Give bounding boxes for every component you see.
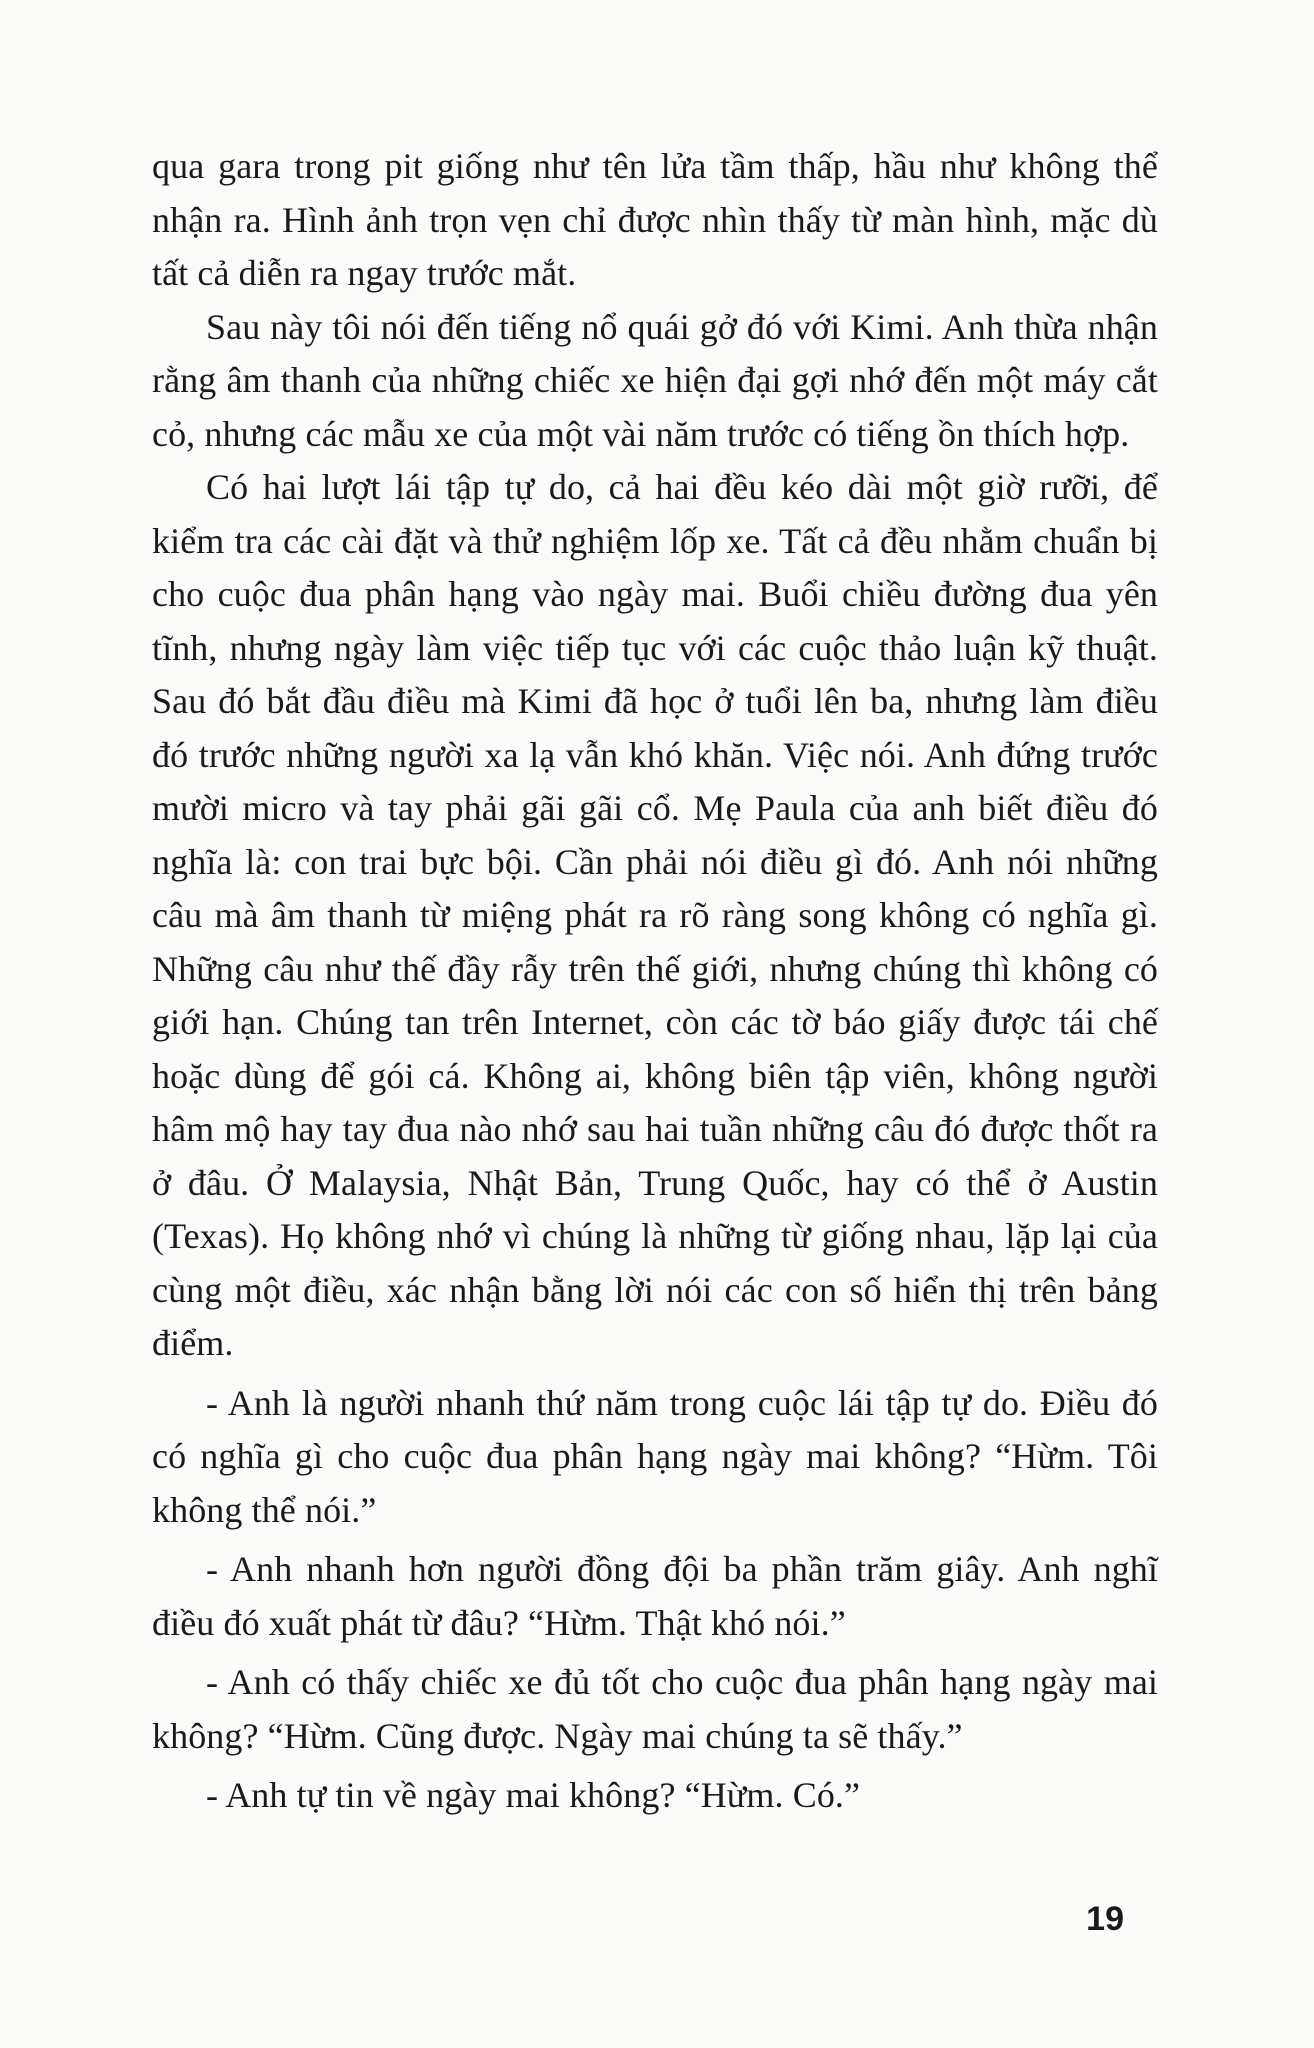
paragraph-continuation: qua gara trong pit giống như tên lửa tầm thấp, hầu như không thể nhận ra. Hình ảnh trọn vẹn chỉ được nhìn thấy từ màn hình, mặc dù tất cả diễn ra ngay trước mắt. xyxy=(152,146,1158,293)
dialogue-line-4: - Anh tự tin về ngày mai không? “Hừm. Có.” xyxy=(206,1775,861,1815)
dialogue-line-2: - Anh nhanh hơn người đồng đội ba phần trăm giây. Anh nghĩ điều đó xuất phát từ đâu? “Hừm. Thật khó nói.” xyxy=(152,1549,1158,1643)
body-text xyxy=(152,140,1158,1823)
paragraph-practice-sessions: Có hai lượt lái tập tự do, cả hai đều kéo dài một giờ rưỡi, để kiểm tra các cài đặt và thử nghiệm lốp xe. Tất cả đều nhằm chuẩn bị cho cuộc đua phân hạng vào ngày mai. Buổi chiều đường đua yên tĩnh, nhưng ngày làm việc tiếp tục với các cuộc thảo luận kỹ thuật. Sau đó bắt đầu điều mà Kimi đã học ở tuổi lên ba, nhưng làm điều đó trước những người xa lạ vẫn khó khăn. Việc nói. Anh đứng trước mười micro và tay phải gãi gãi cổ. Mẹ Paula của anh biết điều đó nghĩa là: con trai bực bội. Cần phải nói điều gì đó. Anh nói những câu mà âm thanh từ miệng phát ra rõ ràng song không có nghĩa gì. Những câu như thế đầy rẫy trên thế giới, nhưng chúng thì không có giới hạn. Chúng tan trên Internet, còn các tờ báo giấy được tái chế hoặc dùng để gói cá. Không ai, không biên tập viên, không người hâm mộ hay tay đua nào nhớ sau hai tuần những câu đó được thốt ra ở đâu. Ở Malaysia, Nhật Bản, Trung Quốc, hay có thể ở Austin (Texas). Họ không nhớ vì chúng là những từ giống nhau, lặp lại của cùng một điều, xác nhận bằng lời nói các con số hiển thị trên bảng điểm. xyxy=(152,467,1158,1363)
page-number: 19 xyxy=(1086,1900,1124,1938)
dialogue-line-1: - Anh là người nhanh thứ năm trong cuộc lái tập tự do. Điều đó có nghĩa gì cho cuộc đua phân hạng ngày mai không? “Hừm. Tôi không thể nói.” xyxy=(152,1382,1158,1530)
dialogue-line-3: - Anh có thấy chiếc xe đủ tốt cho cuộc đua phân hạng ngày mai không? “Hừm. Cũng được. Ngày mai chúng ta sẽ thấy.” xyxy=(152,1662,1158,1756)
paragraph-engine-noise: Sau này tôi nói đến tiếng nổ quái gở đó với Kimi. Anh thừa nhận rằng âm thanh của những chiếc xe hiện đại gợi nhớ đến một máy cắt cỏ, nhưng các mẫu xe của một vài năm trước có tiếng ồn thích hợp. xyxy=(152,306,1158,454)
